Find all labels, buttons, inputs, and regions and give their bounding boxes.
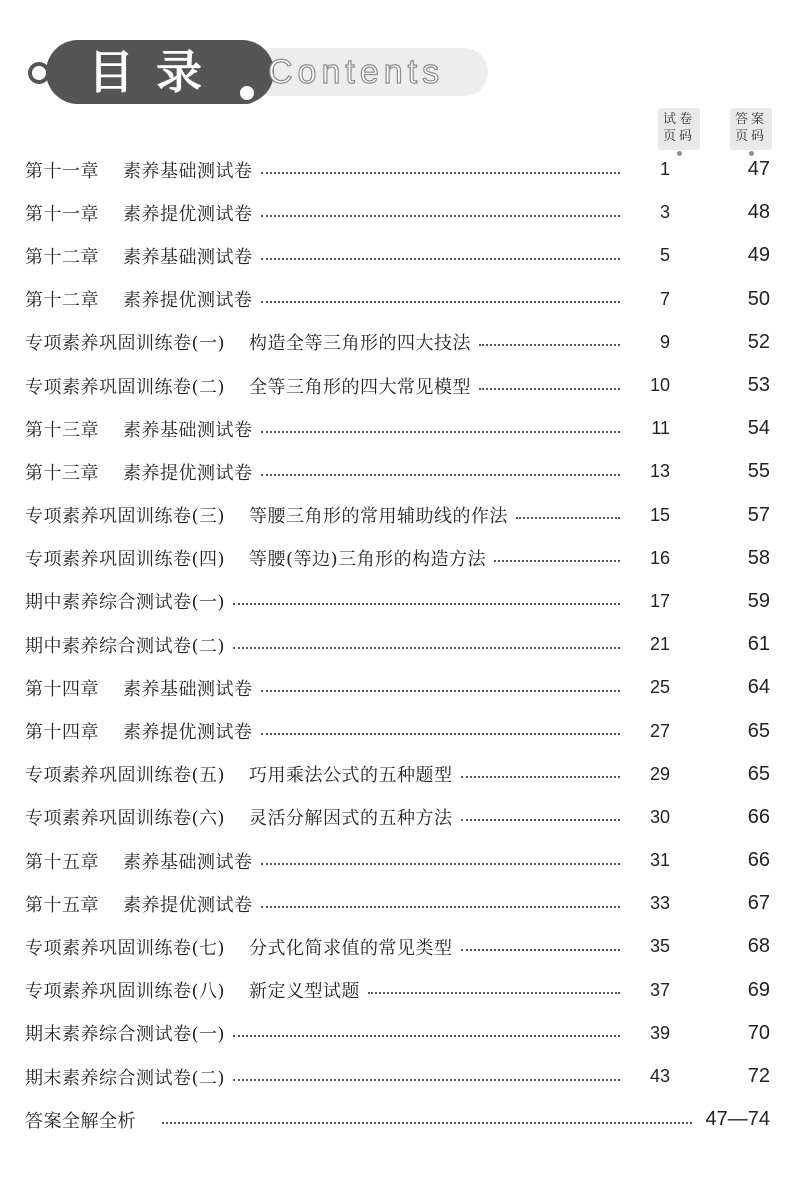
toc-entry[interactable] [25,234,770,277]
test-page-number: 31 [649,850,670,871]
toc-entry[interactable] [25,969,770,1012]
toc-entry-title: 期中素养综合测试卷(二) [25,635,226,657]
answer-page-number: 61 [747,633,770,656]
test-page-number: 10 [649,375,670,396]
dot-leader [479,344,620,346]
toc-entry-subtitle: 素养提优测试卷 [123,290,253,312]
dot-leader [368,992,620,994]
toc-entry[interactable] [25,1012,770,1055]
toc-entry[interactable] [25,364,770,407]
toc-entry-label [25,891,253,917]
toc-entry-subtitle: 素养提优测试卷 [123,722,253,744]
toc-entry[interactable] [25,494,770,537]
toc-entry[interactable] [25,925,770,968]
answer-page-number: 68 [747,935,770,958]
toc-entry-subtitle: 素养基础测试卷 [123,246,253,268]
dot-leader [461,776,620,778]
dot-leader [233,1035,620,1037]
toc-entry-title: 期末素养综合测试卷(二) [25,1067,226,1089]
toc-entry-subtitle: 等腰三角形的常用辅助线的作法 [249,506,509,528]
dot-leader [162,1122,692,1124]
header-dot-left [28,62,50,84]
dot-leader [479,388,620,390]
test-page-number: 9 [659,331,670,352]
toc-entry-label [25,718,253,744]
dot-leader [261,474,621,476]
toc-entry-label [25,502,508,528]
answer-page-number: 57 [747,503,770,526]
column-header-answer-page-label: 答案页码 [734,112,767,144]
toc-entry-subtitle: 素养提优测试卷 [123,462,253,484]
answer-page-number: 66 [747,849,770,872]
test-page-number: 35 [649,936,670,957]
toc-entry-title: 第十五章 [25,894,99,916]
answer-page-number: 58 [747,546,770,569]
toc-entry-title: 第十二章 [25,290,99,312]
test-page-number: 11 [651,418,670,439]
toc-entry-label [25,373,471,399]
toc-entry-label [25,200,253,226]
toc-entry-subtitle: 素养基础测试卷 [123,678,253,700]
dot-leader [261,215,621,217]
answer-page-number: 66 [747,805,770,828]
answer-page-number: 50 [747,287,770,310]
dot-leader [261,733,621,735]
test-page-number: 43 [649,1066,670,1087]
toc-entry-label [25,848,253,874]
answer-page-number: 53 [747,374,770,397]
dot-leader [261,301,621,303]
toc-entry-label [25,761,453,787]
test-page-number: 29 [649,763,670,784]
dot-leader [494,560,620,562]
header-dot-right [236,82,258,104]
dot-leader [461,949,620,951]
toc-entry-label [25,243,253,269]
answer-page-number: 67 [747,892,770,915]
toc-entry-title: 第十四章 [25,678,99,700]
toc-entry-title: 专项素养巩固训练卷(五) [25,765,226,787]
answer-page-number: 70 [747,1021,770,1044]
toc-entry-title: 第十三章 [25,462,99,484]
test-page-number: 3 [659,202,670,223]
toc-entry-title: 第十一章 [25,203,99,225]
answer-page-number: 49 [747,244,770,267]
toc-entry-title: 第十三章 [25,419,99,441]
test-page-number: 33 [649,893,670,914]
test-page-number: 21 [649,634,670,655]
test-page-number: 25 [649,677,670,698]
toc-entry-label [25,329,471,355]
test-page-number: 13 [649,461,670,482]
toc-entry-subtitle: 巧用乘法公式的五种题型 [249,765,453,787]
toc-entry-title: 期中素养综合测试卷(一) [25,592,226,614]
toc-list [25,148,770,1141]
toc-entry-subtitle: 等腰(等边)三角形的构造方法 [249,549,487,571]
toc-entry-label [25,1020,225,1046]
answer-page-number: 69 [747,978,770,1001]
toc-entry[interactable] [25,839,770,882]
toc-entry-title: 专项素养巩固训练卷(七) [25,937,226,959]
toc-entry-title: 专项素养巩固训练卷(三) [25,506,226,528]
toc-entry-label [25,545,486,571]
dot-leader [233,603,620,605]
toc-entry-subtitle: 全等三角形的四大常见模型 [249,376,472,398]
test-page-number: 5 [659,245,670,266]
toc-header [28,30,468,120]
toc-entry-label [25,416,253,442]
toc-entry-subtitle: 素养基础测试卷 [123,851,253,873]
answer-page-number: 55 [747,460,770,483]
answers-page-range: 47—74 [705,1108,770,1131]
dot-leader [261,906,621,908]
toc-entry-title: 第十四章 [25,722,99,744]
test-page-number: 16 [649,547,670,568]
toc-entry[interactable] [25,882,770,925]
toc-entry-subtitle: 素养提优测试卷 [123,203,253,225]
page-title-english: Contents [268,53,445,91]
answer-page-number: 54 [747,417,770,440]
test-page-number: 15 [649,504,670,525]
test-page-number: 17 [649,590,670,611]
column-header-answer-page [730,108,772,150]
toc-entry-label [25,157,253,183]
test-page-number: 39 [649,1022,670,1043]
answer-page-number: 47 [747,158,770,181]
toc-entry-title: 专项素养巩固训练卷(八) [25,981,226,1003]
answers-entry[interactable] [25,1098,770,1141]
answer-page-number: 64 [747,676,770,699]
test-page-number: 37 [649,979,670,1000]
toc-entry[interactable] [25,278,770,321]
toc-entry[interactable] [25,407,770,450]
toc-entry-title: 专项素养巩固训练卷(二) [25,376,226,398]
toc-entry-title: 期末素养综合测试卷(一) [25,1024,226,1046]
test-page-number: 1 [659,159,670,180]
toc-entry-subtitle: 素养基础测试卷 [123,419,253,441]
test-page-number: 27 [649,720,670,741]
dot-leader [233,647,620,649]
toc-entry[interactable] [25,709,770,752]
toc-entry[interactable] [25,666,770,709]
toc-entry-title: 第十五章 [25,851,99,873]
answers-label: 答案全解全析 [25,1110,136,1132]
toc-entry[interactable] [25,450,770,493]
test-page-number: 7 [659,288,670,309]
dot-leader [516,517,620,519]
toc-entry-subtitle: 新定义型试题 [249,981,361,1003]
toc-entry-subtitle: 分式化简求值的常见类型 [249,937,453,959]
toc-entry[interactable] [25,537,770,580]
toc-entry[interactable] [25,753,770,796]
toc-entry-subtitle: 构造全等三角形的四大技法 [249,333,472,355]
toc-entry[interactable] [25,623,770,666]
toc-entry-label [25,804,453,830]
toc-entry[interactable] [25,191,770,234]
toc-entry[interactable] [25,321,770,364]
dot-leader [261,431,621,433]
dot-leader [261,863,621,865]
toc-entry[interactable] [25,580,770,623]
page-title: 目录 [88,45,224,99]
toc-entry-title: 第十一章 [25,160,99,182]
toc-entry-title: 专项素养巩固训练卷(一) [25,333,226,355]
toc-entry-title: 专项素养巩固训练卷(四) [25,549,226,571]
toc-entry-label [25,1064,225,1090]
answer-page-number: 65 [747,762,770,785]
answer-page-number: 52 [747,330,770,353]
test-page-number: 30 [649,806,670,827]
toc-entry-title: 专项素养巩固训练卷(六) [25,808,226,830]
toc-entry-subtitle: 灵活分解因式的五种方法 [249,808,453,830]
toc-entry-label [25,588,225,614]
toc-entry-label [25,977,360,1003]
dot-leader [461,819,620,821]
toc-entry-subtitle: 素养基础测试卷 [123,160,253,182]
answer-page-number: 59 [747,589,770,612]
toc-entry-label [25,934,453,960]
dot-leader [261,172,621,174]
dot-leader [261,690,621,692]
answer-page-number: 65 [747,719,770,742]
toc-entry-title: 第十二章 [25,246,99,268]
answer-page-number: 72 [747,1065,770,1088]
toc-entry-subtitle: 素养提优测试卷 [123,894,253,916]
dot-leader [261,258,621,260]
toc-entry[interactable] [25,148,770,191]
answer-page-number: 48 [747,201,770,224]
column-header-test-page [658,108,700,150]
toc-entry[interactable] [25,1055,770,1098]
dot-leader [233,1079,620,1081]
column-header-test-page-label: 试卷页码 [662,112,695,144]
toc-entry-label [25,459,253,485]
toc-entry[interactable] [25,796,770,839]
toc-entry-label [25,675,253,701]
toc-entry-label [25,286,253,312]
toc-entry-label [25,632,225,658]
